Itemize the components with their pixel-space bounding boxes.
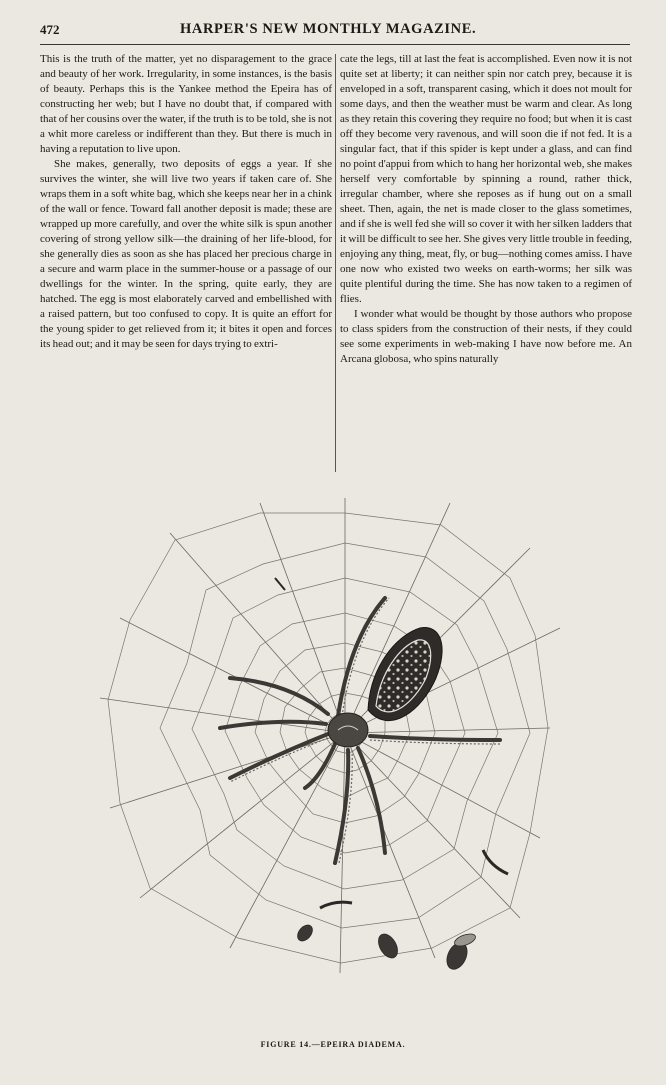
text-columns	[40, 52, 630, 477]
spider-web-engraving	[80, 478, 590, 988]
right-column	[340, 52, 632, 367]
page-number: 472	[40, 22, 60, 37]
left-paragraph-1: This is the truth of the matter, yet no disparagement to the grace and beauty of her work. Irregularity, in some instances, is the basis of beauty. Perhaps this is the Yankee method the Epeira has of constructing her web; but I have no doubt that, if compared with that of her cousins over the water, if the truth is to be told, she is not a whit more careless or indifferent than they. But there is much in having a reputation to live upon.	[40, 53, 332, 155]
spider-web-illustration	[80, 478, 590, 988]
left-paragraph-2: She makes, generally, two deposits of eggs a year. If she survives the winter, she will live two years if taken care of. She wraps them in a soft white bag, which she keeps near her in a chink of the wall or fence. Toward fall another deposit is made; these are wrapped up more carefully, and over the white silk is spun another covering of strong yellow silk—the draining of her life-blood, for she generally dies as soon as she has placed her precious charge in a secure and warm place in the summer-house or a passage of our dwellings for the winter. In the spring, quite early, they are hatched. The egg is most elaborately carved and embellished with a raised pattern, but too confused to copy. It is quite an effort for the young spider to get relieved from it; it bites it open and forces its head out; and it may be seen for days trying to extri-	[40, 158, 332, 350]
page-header	[40, 20, 630, 45]
left-column	[40, 52, 332, 352]
spider-cephalothorax	[328, 713, 368, 747]
figure-caption: FIGURE 14.—EPEIRA DIADEMA.	[260, 1040, 406, 1049]
running-title: HARPER'S NEW MONTHLY MAGAZINE.	[180, 21, 477, 37]
right-paragraph-2: I wonder what would be thought by those authors who propose to class spiders from the construction of their nests, if they could see some experiments in web-making I have now before me. An Arcana globosa, who spins naturally	[340, 308, 632, 365]
spider-abdomen-pattern	[376, 640, 431, 712]
column-divider	[335, 54, 336, 472]
right-paragraph-1: cate the legs, till at last the feat is accomplished. Even now it is not quite set at liberty; it can neither spin nor catch prey, because it is enveloped in a soft, transparent casing, which it does not moult for some days, and then the weather must be warm and clear. As long as they retain this covering they require no food; but when it is cast off they become very ravenous, and will soon die if not fed. It is a singular fact, that if this spider is kept under a glass, and can find no point d'appui from which to hang her horizontal web, she makes herself very comfortable by spinning a round, rather thick, irregular chamber, where she reposes as if hung out on a small sheet. Then, again, the net is made closer to the glass sometimes, and if she is well fed she will so cover it with her silken ladders that it will be difficult to see her. She gives very little trouble in feeding, enjoying any thing, meat, fly, or bug—nothing comes amiss. I have one now who existed two weeks on earth-worms; her silk was quite plentiful during the time. She has now taken to a regimen of flies.	[340, 53, 632, 305]
